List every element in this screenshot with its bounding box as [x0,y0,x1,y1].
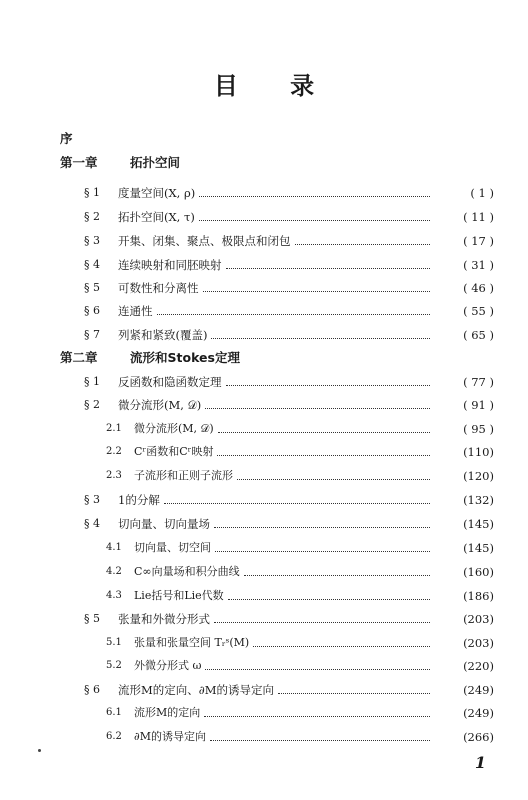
toc-entry-page: (145) [463,541,494,555]
toc-entry-label: 连续映射和同胚映射 [118,258,222,272]
toc-entry-sub[interactable] [0,698,528,720]
toc-entry-page: ( 77 ) [463,375,494,389]
toc-entry-page: (220) [463,659,494,673]
toc-entry-sec[interactable] [0,273,528,295]
toc-entry-page: (249) [463,706,494,720]
toc-entry-number: § 1 [84,186,100,199]
toc-entry-number: § 3 [84,234,100,247]
toc-entry-number: 4.3 [106,590,122,601]
toc-entry-number: § 4 [84,258,100,271]
scan-speck [38,749,41,752]
toc-entry-label: 张量和外微分形式 [118,612,210,626]
toc-entry-label: 拓扑空间 [130,155,181,170]
toc-entry-number: 2.3 [106,470,122,481]
toc-entry-sec[interactable] [0,320,528,342]
toc-entry-label: Cʳ函数和Cʳ映射 [134,445,214,458]
toc-entry-number: § 2 [84,398,100,411]
toc-entry-sec[interactable] [0,604,528,626]
toc-entry-label: 流形M的定向、∂M的诱导定向 [118,683,274,697]
toc-entry-label: 切向量、切空间 [134,541,211,554]
toc-preface[interactable] [0,124,528,146]
dot-leader [205,668,430,670]
toc-entry-page: ( 46 ) [463,281,494,295]
toc-entry-label: 张量和张量空间 Tᵣˢ(M) [134,636,250,649]
toc-entry-page: ( 1 ) [470,186,494,200]
toc-entry-sub[interactable] [0,651,528,673]
toc-entry-number: § 5 [84,281,100,294]
toc-entry-sub[interactable] [0,581,528,603]
toc-entry-number: 4.1 [106,542,122,553]
toc-entry-number: § 6 [84,683,100,696]
dot-leader [295,243,431,245]
toc-entry-number: § 1 [84,375,100,388]
toc-entry-chapter[interactable] [0,148,528,170]
toc-entry-number: § 6 [84,304,100,317]
dot-leader [228,598,430,600]
toc-entry-sec[interactable] [0,485,528,507]
dot-leader [226,384,431,386]
toc-entry-number: 5.1 [106,637,122,648]
toc-entry-label: 列紧和紧致(覆盖) [118,328,208,342]
toc-entry-page: (203) [463,612,494,626]
toc-entry-page: ( 65 ) [463,328,494,342]
toc-entry-page: (132) [463,493,494,507]
toc-entry-sec[interactable] [0,226,528,248]
toc-entry-label: 反函数和隐函数定理 [118,375,222,389]
preface-label: 序 [60,131,73,146]
toc-entry-label: 微分流形(M, 𝒟) [134,422,214,435]
dot-leader [214,526,430,528]
dot-leader [199,219,430,221]
toc-entry-sub[interactable] [0,414,528,436]
toc-entry-sub[interactable] [0,557,528,579]
toc-entry-number: 5.2 [106,660,122,671]
toc-entry-label: 微分流形(M, 𝒟) [118,398,202,412]
dot-leader [215,550,430,552]
dot-leader [205,407,430,409]
dot-leader [214,621,430,623]
toc-entry-page: (186) [463,589,494,603]
page-number: 1 [474,753,486,772]
toc-entry-sec[interactable] [0,390,528,412]
toc-entry-label: 子流形和正则子流形 [134,469,233,482]
dot-leader [218,431,430,433]
toc-entry-number: 第一章 [60,155,98,170]
dot-leader [253,645,430,647]
toc-entry-label: 度量空间(X, ρ) [118,186,196,200]
toc-entry-number: § 7 [84,328,100,341]
toc-entry-page: (110) [463,445,494,459]
toc-entry-label: C∞向量场和积分曲线 [134,565,240,578]
toc-entry-label: 切向量、切向量场 [118,517,210,531]
toc-entry-sub[interactable] [0,533,528,555]
toc-entry-label: 连通性 [118,304,153,318]
toc-entry-page: (249) [463,683,494,697]
dot-leader [217,454,430,456]
dot-leader [164,502,430,504]
toc-entry-page: ( 55 ) [463,304,494,318]
dot-leader [204,715,430,717]
toc-entry-label: 外微分形式 ω [134,659,202,672]
toc-entry-sub[interactable] [0,628,528,650]
toc-entry-number: § 2 [84,210,100,223]
toc-entry-sub[interactable] [0,461,528,483]
toc-entry-label: 可数性和分离性 [118,281,199,295]
dot-leader [237,478,430,480]
toc-entry-page: ( 17 ) [463,234,494,248]
toc-entry-label: 流形和Stokes定理 [130,350,240,365]
toc-entry-page: ( 95 ) [463,422,494,436]
toc-entry-page: ( 11 ) [463,210,494,224]
dot-leader [211,337,430,339]
dot-leader [244,574,430,576]
toc-entry-number: 4.2 [106,566,122,577]
toc-entry-number: 2.1 [106,423,122,434]
toc-entry-number: 第二章 [60,350,98,365]
toc-entry-sec[interactable] [0,509,528,531]
toc-entry-number: 6.1 [106,707,122,718]
toc-entry-number: 6.2 [106,731,122,742]
toc-entry-sec[interactable] [0,250,528,272]
dot-leader [203,290,431,292]
toc-entry-label: 开集、闭集、聚点、极限点和闭包 [118,234,291,248]
toc-entry-label: 1的分解 [118,493,160,507]
toc-entry-page: (120) [463,469,494,483]
dot-leader [199,195,430,197]
page-title: 目 录 [213,72,337,100]
toc-entry-number: 2.2 [106,446,122,457]
toc-entry-label: ∂M的诱导定向 [134,730,206,743]
toc-entry-label: Lie括号和Lie代数 [134,589,224,602]
dot-leader [226,267,431,269]
toc-entry-page: ( 91 ) [463,398,494,412]
toc-entry-page: (145) [463,517,494,531]
toc-entry-sec[interactable] [0,296,528,318]
toc-entry-page: (160) [463,565,494,579]
toc-entry-page: (203) [463,636,494,650]
toc-entry-number: § 3 [84,493,100,506]
dot-leader [278,692,430,694]
dot-leader [210,739,430,741]
dot-leader [157,313,431,315]
toc-entry-page: ( 31 ) [463,258,494,272]
toc-entry-page: (266) [463,730,494,744]
toc-entry-sec[interactable] [0,178,528,200]
toc-entry-label: 拓扑空间(X, τ) [118,210,195,224]
toc-entry-chapter[interactable] [0,343,528,365]
toc-entry-sec[interactable] [0,675,528,697]
toc-entry-sub[interactable] [0,722,528,744]
toc-entry-sub[interactable] [0,437,528,459]
toc-entry-label: 流形M的定向 [134,706,201,719]
toc-entry-number: § 5 [84,612,100,625]
toc-entry-sec[interactable] [0,202,528,224]
toc-entry-sec[interactable] [0,367,528,389]
toc-entry-number: § 4 [84,517,100,530]
